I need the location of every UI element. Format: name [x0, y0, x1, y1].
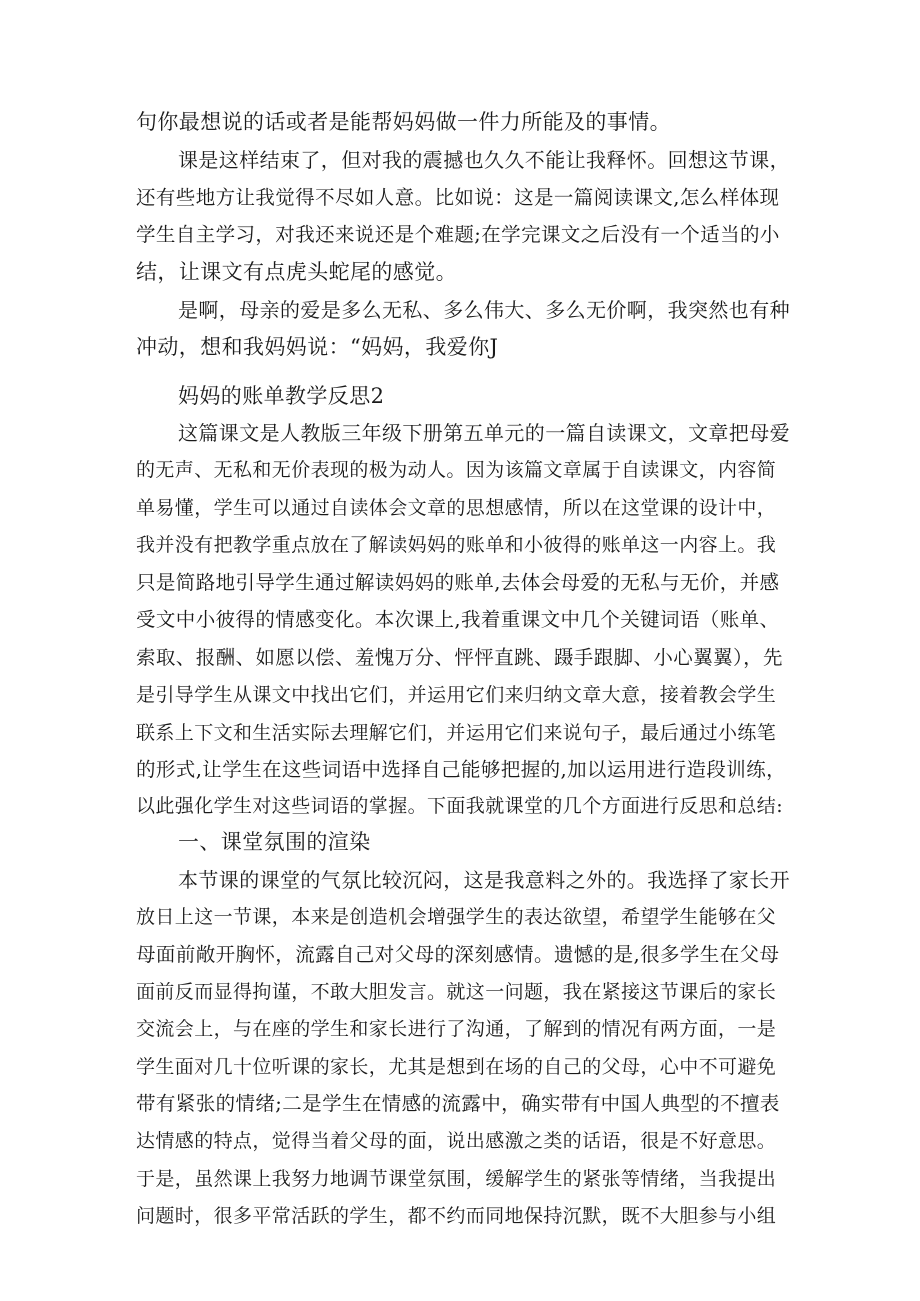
text-line: 结，让课文有点虎头蛇尾的感觉。	[136, 260, 457, 284]
text-line: 是啊，母亲的爱是多么无私、多么伟大、多么无价啊，我突然也有种	[178, 298, 790, 322]
text-line: 这篇课文是人教版三年级下册第五单元的一篇自读课文，文章把母爱	[178, 421, 790, 445]
section-heading: 一、课堂氛围的渲染	[178, 830, 371, 854]
text-line: 是引导学生从课文中找出它们，并运用它们来归纳文章大意，接着教会学生	[136, 684, 777, 706]
text-line: 冲动，想和我妈妈说：“妈妈，我爱你J	[136, 335, 499, 359]
text-line: 学生自主学习，对我还来说还是个难题;在学完课文之后没有一个适当的小	[136, 223, 780, 246]
text-line: 还有些地方让我觉得不尽如人意。比如说：这是一篇阅读课文,怎么样体现	[136, 186, 780, 209]
text-line: 带有紧张的情绪;二是学生在情感的流露中，确实带有中国人典型的不擅表	[136, 1092, 780, 1115]
text-line: 以此强化学生对这些词语的掌握。下面我就课堂的几个方面进行反思和总结:	[136, 795, 784, 817]
text-line: 问题时，很多平常活跃的学生，都不约而同地保持沉默，既不大胆参与小组	[136, 1205, 777, 1227]
text-line: 于是，虽然课上我努力地调节课堂氛围，缓解学生的紧张等情绪，当我提出	[136, 1168, 777, 1190]
text-line: 句你最想说的话或者是能帮妈妈做一件力所能及的事情。	[136, 110, 671, 134]
text-line: 达情感的特点，觉得当着父母的面，说出感激之类的话语，很是不好意思。	[136, 1130, 777, 1152]
text-line: 的无声、无私和无价表现的极为动人。因为该篇文章属于自读课文，内容简	[136, 459, 777, 481]
text-line: 联系上下文和生活实际去理解它们，并运用它们来说句子，最后通过小练笔	[136, 722, 777, 744]
section-title: 妈妈的账单教学反思2	[178, 384, 385, 408]
text-line: 母面前敞开胸怀，流露自己对父母的深刻感情。遗憾的是,很多学生在父母	[136, 943, 780, 966]
text-line: 我并没有把教学重点放在了解读妈妈的账单和小彼得的账单这一内容上。我	[136, 534, 777, 556]
text-line: 学生面对几十位听课的家长，尤其是想到在场的自己的父母，心中不可避免	[136, 1056, 777, 1078]
text-line: 课是这样结束了，但对我的震撼也久久不能让我释怀。回想这节课，	[178, 148, 790, 172]
text-line: 单易懂，学生可以通过自读体会文章的思想感情，所以在这堂课的设计中，	[136, 497, 777, 519]
text-line: 只是简路地引导学生通过解读妈妈的账单,去体会母爱的无私与无价，并感	[136, 571, 780, 594]
text-line: 受文中小彼得的情感变化。本次课上,我着重课文中几个关键词语（账单、	[136, 608, 780, 631]
text-line: 的形式,让学生在这些词语中选择自己能够把握的,加以运用进行造段训练，	[136, 758, 786, 781]
text-line: 索取、报酬、如愿以偿、羞愧万分、怦怦直跳、蹑手跟脚、小心翼翼），先	[136, 646, 783, 669]
text-line: 本节课的课堂的气氛比较沉闷，这是我意料之外的。我选择了家长开	[178, 868, 790, 892]
text-line: 放日上这一节课，本来是创造机会增强学生的表达欲望，希望学生能够在父	[136, 906, 777, 928]
text-line: 交流会上，与在座的学生和家长进行了沟通，了解到的情况有两方面，一是	[136, 1018, 777, 1040]
text-line: 面前反而显得拘谨，不敢大胆发言。就这一问题，我在紧接这节课后的家长	[136, 981, 777, 1003]
